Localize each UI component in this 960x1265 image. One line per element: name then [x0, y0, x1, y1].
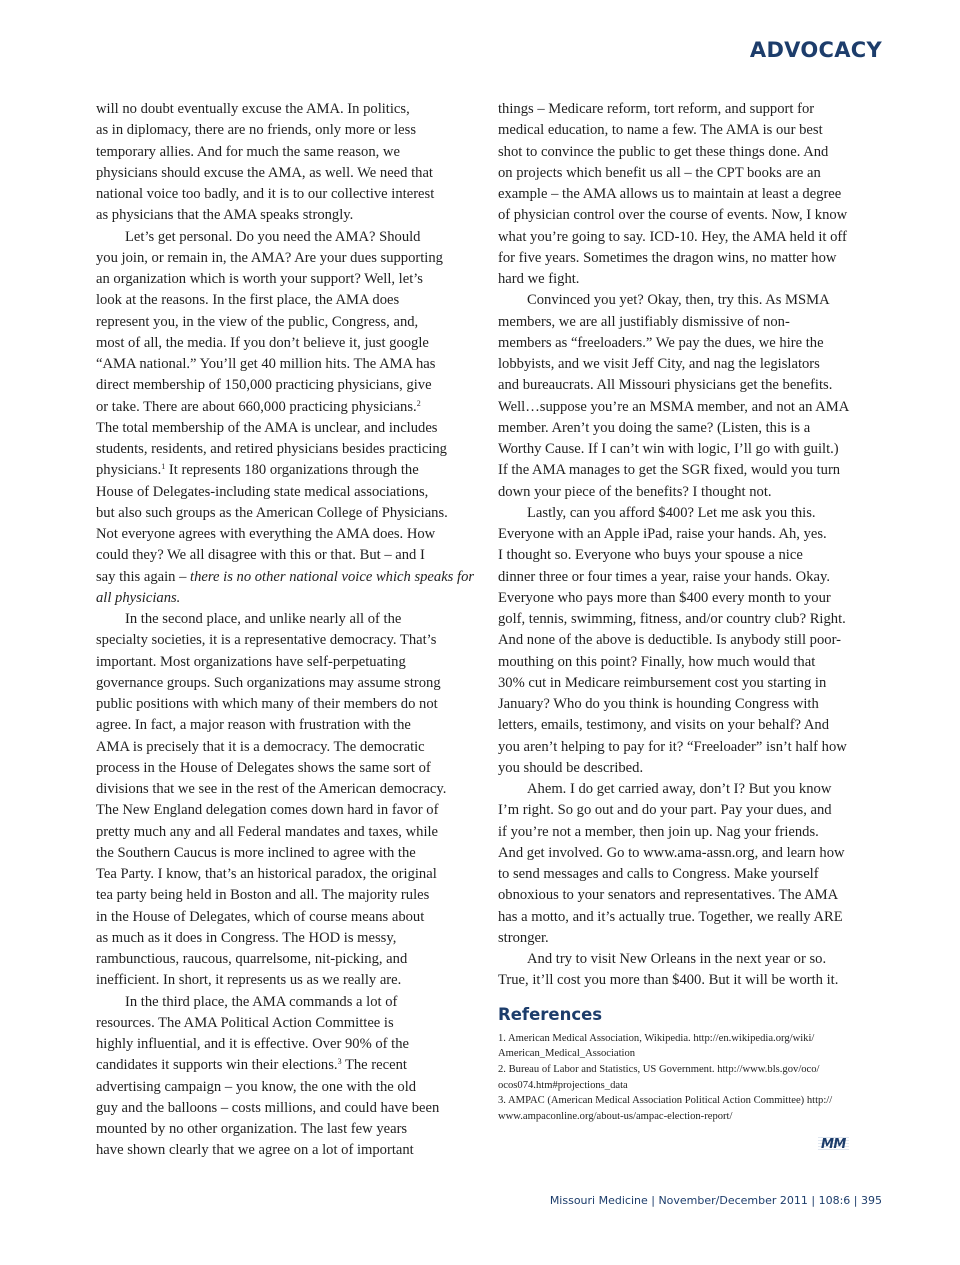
text-line: national voice too badly, and it is to our collective interest	[96, 186, 435, 202]
text-line: specialty societies, it is a representative democracy. That’s	[96, 632, 437, 649]
text-line	[96, 460, 481, 481]
text-fragment: It represents 180 organizations through the	[165, 462, 419, 479]
text-line: will no doubt eventually excuse the AMA. In politics,	[96, 101, 410, 117]
text-line: pretty much any and all Federal mandates and taxes, while	[96, 823, 439, 840]
text-line: rambunctious, raucous, quarrelsome, nit-picking, and	[96, 951, 408, 967]
text-line: you aren’t helping to pay for it? “Freeloader” isn’t half how	[498, 738, 847, 755]
text-line	[96, 588, 481, 609]
text-line: the Southern Caucus is more inclined to agree with the	[96, 844, 416, 861]
reference-line: 1. American Medical Association, Wikipedia. http://en.wikipedia.org/wiki/	[498, 1032, 815, 1044]
text-line: students, residents, and retired physicians besides practicing	[96, 441, 447, 457]
text-line: AMA is precisely that it is a democracy. The democratic	[96, 738, 425, 755]
text-line: mouthing on this point? Finally, how much would that	[498, 653, 816, 670]
text-line: stronger.	[498, 929, 549, 946]
text-line: things – Medicare reform, tort reform, and support for	[498, 101, 815, 117]
text-line: down your piece of the benefits? I thought not.	[498, 483, 772, 500]
text-line: And none of the above is deductible. Is anybody still poor-	[498, 632, 841, 649]
text-line: member. Aren’t you doing the same? (Listen, this is a	[498, 419, 811, 436]
text-line: And try to visit New Orleans in the next year or so.	[527, 951, 827, 967]
reference-line: ocos074.htm#projections_data	[498, 1079, 628, 1091]
text-fragment: The recent	[341, 1057, 407, 1074]
text-line: as in diplomacy, there are no friends, only more or less	[96, 122, 417, 139]
text-line: inefficient. In short, it represents us as we really are.	[96, 972, 402, 989]
text-line: mounted by no other organization. The last few years	[96, 1121, 408, 1137]
text-line: public positions with which many of their members do not	[96, 696, 438, 712]
text-line	[96, 1055, 481, 1076]
text-line: I thought so. Everyone who buys your spouse a nice	[498, 547, 803, 564]
text-line	[96, 397, 481, 418]
text-line: direct membership of 150,000 practicing physicians, give	[96, 377, 432, 394]
text-line: has a motto, and it’s actually true. Together, we really ARE	[498, 908, 843, 925]
article-right-column	[498, 99, 888, 1124]
text-line: Well…suppose you’re an MSMA member, and not an AMA	[498, 398, 850, 415]
text-line: Lastly, can you afford $400? Let me ask you this.	[527, 504, 816, 521]
text-line: House of Delegates-including state medical associations,	[96, 483, 429, 500]
text-line: most of all, the media. If you don’t believe it, just google	[96, 334, 429, 351]
text-line: Everyone who pays more than $400 every month to your	[498, 589, 831, 606]
text-line: you join, or remain in, the AMA? Are your dues supporting	[96, 249, 443, 266]
text-line: have shown clearly that we agree on a lot of important	[96, 1142, 414, 1159]
text-line: example – the AMA allows us to maintain at least a degree	[498, 186, 842, 202]
text-line: but also such groups as the American College of Physicians.	[96, 504, 448, 521]
text-line: members, we are all justifiably dismissive of non-	[498, 313, 790, 330]
text-line: I’m right. So go out and do your part. Pay your dues, and	[498, 802, 832, 819]
text-line: “AMA national.” You’ll get 40 million hits. The AMA has	[96, 356, 436, 372]
footnote-mark: 1	[161, 462, 166, 472]
text-line: of physician control over the course of events. Now, I know	[498, 207, 848, 224]
text-line: Ahem. I do get carried away, don’t I? But you know	[527, 781, 832, 797]
text-line: temporary allies. And for much the same reason, we	[96, 143, 400, 160]
text-line: as physicians that the AMA speaks strongly.	[96, 207, 354, 224]
text-line: In the third place, the AMA commands a lot of	[125, 993, 398, 1010]
text-line: golf, tennis, swimming, fitness, and/or country club? Right.	[498, 611, 846, 627]
text-line: you should be described.	[498, 759, 644, 776]
text-line: could they? We all disagree with this or that. But – and I	[96, 547, 425, 564]
text-line: The New England delegation comes down hard in favor of	[96, 802, 439, 819]
reference-line: American_Medical_Association	[498, 1048, 636, 1060]
text-line: January? Who do you think is hounding Congress with	[498, 696, 819, 712]
text-line: look at the reasons. In the first place, the AMA does	[96, 292, 400, 309]
reference-line: www.ampaconline.org/about-us/ampac-election-report/	[498, 1110, 733, 1122]
text-line: highly influential, and it is effective. Over 90% of the	[96, 1036, 410, 1052]
text-line: for five years. Sometimes the dragon wins, no matter how	[498, 249, 837, 266]
footnote-mark: 3	[337, 1057, 342, 1067]
text-line: important. Most organizations have self-perpetuating	[96, 653, 406, 670]
text-line: obnoxious to your senators and representatives. The AMA	[498, 887, 839, 904]
reference-line: 3. AMPAC (American Medical Association Political Action Committee) http://	[498, 1095, 833, 1107]
text-line: medical education, to name a few. The AMA is our best	[498, 122, 823, 139]
text-line: in the House of Delegates, which of course means about	[96, 908, 425, 925]
mm-logo-icon: MM	[818, 1137, 849, 1152]
text-line: Not everyone agrees with everything the AMA does. How	[96, 526, 436, 542]
text-line: tea party being held in Boston and all. The majority rules	[96, 887, 430, 904]
text-fragment: or take. There are about 660,000 practicing physicians.	[96, 398, 417, 415]
text-line: on projects which benefit us all – the CPT books are an	[498, 164, 821, 181]
page-footer: Missouri Medicine | November/December 2011 | 108:6 | 395	[549, 1194, 882, 1207]
text-line: The total membership of the AMA is unclear, and includes	[96, 419, 438, 436]
text-line: Worthy Cause. If I can’t win with logic, I’ll go with guilt.)	[498, 441, 839, 457]
text-line: physicians should excuse the AMA, as well. We need that	[96, 164, 433, 181]
text-fragment: physicians.	[96, 462, 162, 479]
italic-phrase: there is no other national voice which speaks for	[190, 568, 475, 585]
references-section	[498, 1004, 888, 1125]
text-line: Let’s get personal. Do you need the AMA? Should	[125, 228, 421, 245]
text-line: divisions that we see in the rest of the American democracy.	[96, 781, 447, 797]
text-line: lobbyists, and we visit Jeff City, and nag the legislators	[498, 356, 820, 372]
text-line: to send messages and calls to Congress. Make yourself	[498, 866, 819, 882]
text-line: an organization which is worth your support? Well, let’s	[96, 271, 423, 287]
text-line: members as “freeloaders.” We pay the dues, we hire the	[498, 334, 824, 351]
text-line: governance groups. Such organizations may assume strong	[96, 674, 441, 691]
text-line: as much as it does in Congress. The HOD is messy,	[96, 929, 397, 946]
text-line: advertising campaign – you know, the one with the old	[96, 1078, 417, 1095]
text-line	[96, 567, 481, 588]
text-line: if you’re not a member, then join up. Nag your friends.	[498, 823, 819, 840]
footnote-mark: 2	[416, 398, 421, 408]
references-title: References	[498, 1004, 603, 1024]
text-line: what you’re going to say. ICD-10. Hey, the AMA held it off	[498, 228, 847, 245]
section-header: ADVOCACY	[749, 38, 882, 62]
reference-line: 2. Bureau of Labor and Statistics, US Government. http://www.bls.gov/oco/	[498, 1063, 820, 1075]
italic-phrase: all physicians.	[96, 589, 181, 606]
text-line: 30% cut in Medicare reimbursement cost you starting in	[498, 674, 827, 691]
text-line: hard we fight.	[498, 271, 580, 287]
text-line: and bureaucrats. All Missouri physicians get the benefits.	[498, 377, 833, 394]
text-line: If the AMA manages to get the SGR fixed, would you turn	[498, 462, 841, 479]
text-line: process in the House of Delegates shows the same sort of	[96, 759, 431, 776]
text-line: And get involved. Go to www.ama-assn.org, and learn how	[498, 844, 845, 861]
article-left-column	[96, 99, 481, 1162]
text-line: agree. In fact, a major reason with frustration with the	[96, 717, 411, 734]
text-line: resources. The AMA Political Action Committee is	[96, 1014, 394, 1031]
text-fragment: say this again –	[96, 568, 187, 585]
text-line: shot to convince the public to get these things done. And	[498, 143, 829, 160]
text-line: In the second place, and unlike nearly all of the	[125, 611, 402, 627]
text-line: dinner three or four times a year, raise your hands. Okay.	[498, 568, 830, 585]
text-line: guy and the balloons – costs millions, and could have been	[96, 1099, 440, 1116]
text-fragment: candidates it supports win their elections.	[96, 1057, 338, 1074]
text-line: letters, emails, testimony, and visits on your behalf? And	[498, 717, 830, 734]
text-line: Tea Party. I know, that’s an historical paradox, the original	[96, 866, 437, 882]
text-line: True, it’ll cost you more than $400. But it will be worth it.	[498, 972, 839, 989]
text-line: Convinced you yet? Okay, then, try this. As MSMA	[527, 292, 830, 309]
text-line: Everyone with an Apple iPad, raise your hands. Ah, yes.	[498, 526, 827, 542]
text-line: represent you, in the view of the public, Congress, and,	[96, 313, 419, 330]
